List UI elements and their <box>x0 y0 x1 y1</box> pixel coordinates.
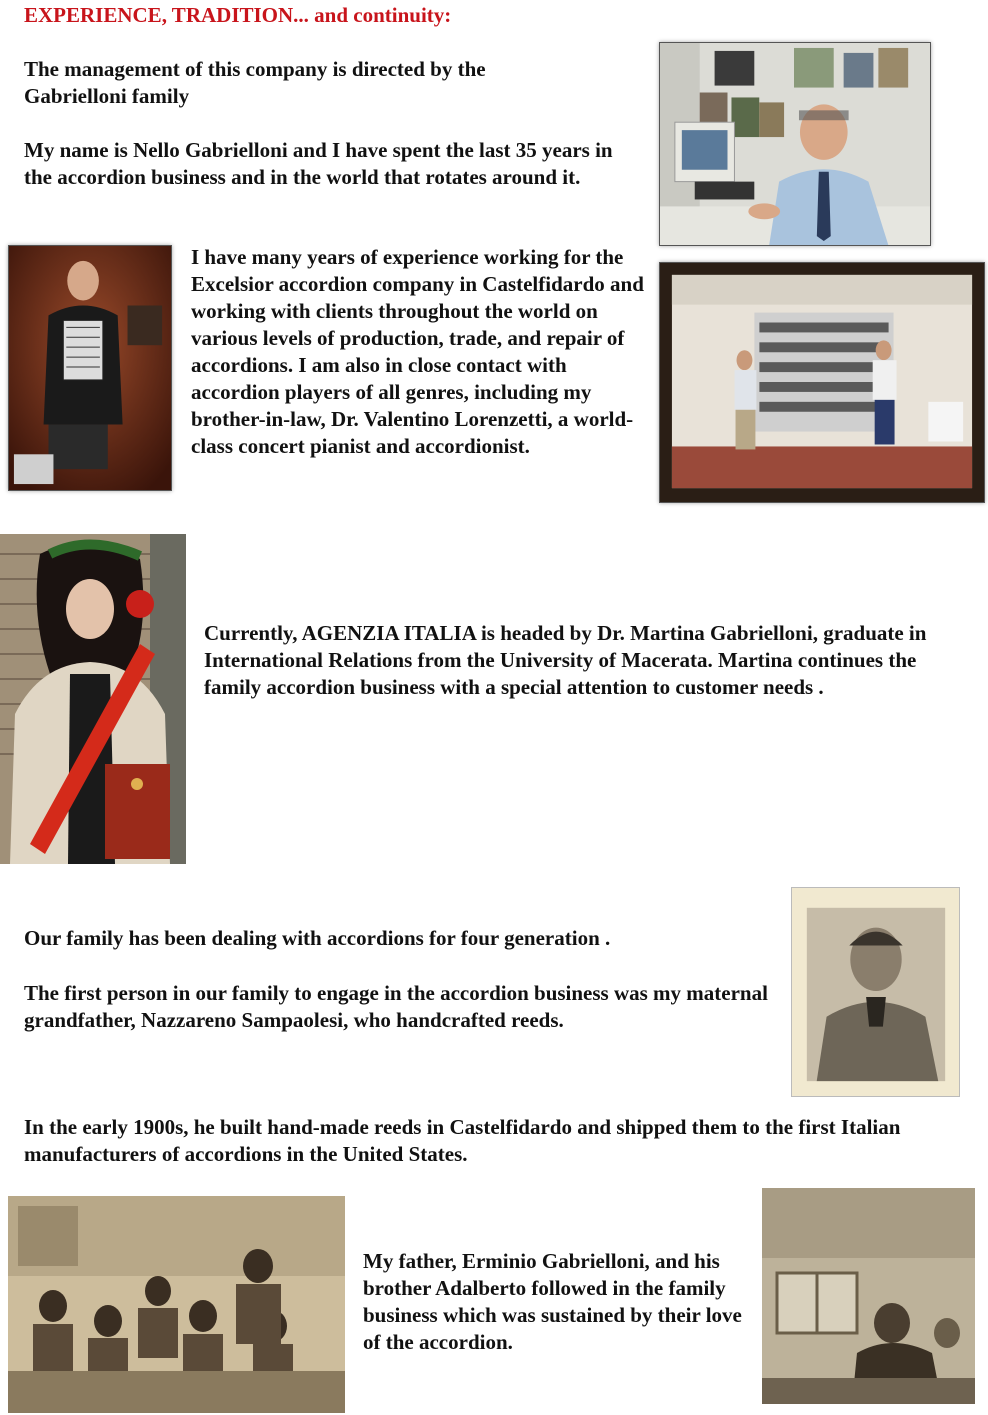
photo-showroom <box>659 262 985 503</box>
photo-grandfather-portrait <box>791 887 960 1097</box>
four-generations-paragraph: Our family has been dealing with accordions for four generation . <box>24 926 611 950</box>
photo-workshop-group <box>8 1196 345 1413</box>
photo-accordion-player <box>8 245 172 491</box>
page-title: EXPERIENCE, TRADITION... and continuity: <box>24 3 452 27</box>
experience-paragraph: I have many years of experience working for the Excelsior accordion company in Castelfidardo and working with clients throughout the world on various levels of production, trade, and repair of accordions. I am also in close contact with accordion players of all genres, including my brother-in-law, Dr. Valentino Lorenzetti, a world-class concert pianist and accordionist. <box>191 245 644 458</box>
photo-martina-graduation <box>0 534 186 864</box>
grandfather-paragraph: The first person in our family to engage in the accordion business was my maternal grandfather, Nazzareno Sampaolesi, who handcrafted reeds. <box>24 981 768 1032</box>
father-paragraph: My father, Erminio Gabrielloni, and his brother Adalberto followed in the family business which was sustained by their love of the accordion. <box>363 1249 742 1354</box>
reeds-history-paragraph: In the early 1900s, he built hand-made reeds in Castelfidardo and shipped them to the first Italian manufacturers of accordions in the United States. <box>24 1115 901 1166</box>
management-paragraph: The management of this company is directed by the Gabrielloni family <box>24 57 486 108</box>
photo-nello-at-desk <box>659 42 931 246</box>
martina-paragraph: Currently, AGENZIA ITALIA is headed by Dr. Martina Gabrielloni, graduate in International Relations from the University of Macerata. Martina continues the family accordion business with a special attention to customer needs . <box>204 621 927 699</box>
nello-intro-paragraph: My name is Nello Gabrielloni and I have spent the last 35 years in the accordion business and in the world that rotates around it. <box>24 138 613 189</box>
photo-worker-at-bench <box>762 1188 975 1404</box>
